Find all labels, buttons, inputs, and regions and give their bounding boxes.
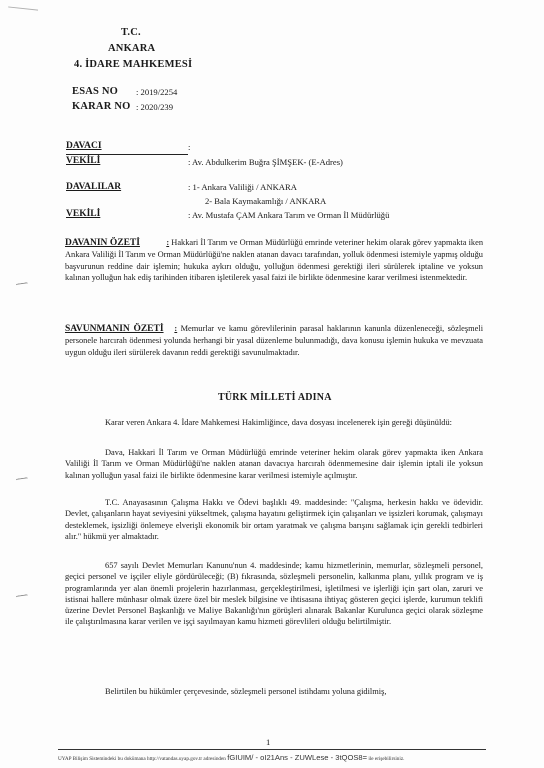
davalilar-value-2: 2- Bala Kaymakamlığı / ANKARA xyxy=(205,196,327,206)
vekili-label-2: VEKİLİ xyxy=(66,209,101,219)
esas-label: ESAS NO xyxy=(72,86,119,97)
karar-label: KARAR NO xyxy=(72,101,131,112)
davanin-ozeti-label: DAVANIN ÖZETİ xyxy=(65,238,140,248)
punch-mark-top xyxy=(16,282,28,287)
body-paragraph-4-text: 657 sayılı Devlet Memurları Kanunu'nun 4. maddesinde; kamu hizmetlerinin, memurlar, sözleşmeli personel, geçici personel ve işçiler eliyle gördürüleceği; (B) fıkrasında, sözleşmeli personelin, kalkınma planı, yıllık program ve iş programlarında yer alan önemli projelerin hazırlanması, gerçekleştirilmesi, işletilmesi ve işlerliği için şart olan, zaruri ve istisnai hallere münhasır olmak üzere özel bir meslek bilgisine ve ihtisasına ihtiyaç gösteren geçici işlerde, kurumun teklifi üzerine Devlet Personel Başkanlığı ve Maliye Bakanlığı'nın görüşleri alınarak Bakanlar Kurulunca geçici olarak sözleşme ile çalıştırılmasına karar verilen ve işçi sayılmayan kamu hizmeti görevlileri olduğu belirtilmiştir. xyxy=(65,561,483,627)
body-paragraph-1 xyxy=(65,417,483,428)
davanin-ozeti-text: Hakkari İl Tarım ve Orman Müdürlüğü emrinde veteriner hekim olarak görev yapmakta iken Ankara Valiliği İl Tarım ve Orman Müdürlüğü'ne naklen atanan davacı tarafından, yolluk ödenmesi istemiyle yapmış olduğu başvurunun reddine dair işlemin; hukuka aykırı olduğu, yolluğun ödenmesi gerektiği ileri sürülerek iptaline ve yoksun kalınan yolluğun hak ediş tarihinden itibaren işletilerek yasal faizi ile birlikte ödenmesine karar verilmesi istenmektedir. xyxy=(65,238,484,282)
vekili-value-2: : Av. Mustafa ÇAM Ankara Tarım ve Orman İl Müdürlüğü xyxy=(188,210,390,220)
footer-verification-code: fGIUIM/ - oI21Ans - ZUWLese - 3tQOS8= xyxy=(227,753,368,762)
body-paragraph-2-text: Dava, Hakkari İl Tarım ve Orman Müdürlüğü emrinde veteriner hekim olarak görev yapmakta iken Ankara Valiliği İl Tarım ve Orman Müdürlüğü'ne naklen atanan davacıya harcırah ödenmemesine dair işlemin iptali ile yoksun kalınan yolluğun yasal faizi ile birlikte ödenmesine karar verilmesi istemiyle açılmıştır. xyxy=(65,448,483,480)
body-paragraph-3 xyxy=(65,497,483,542)
body-paragraph-4 xyxy=(65,560,483,628)
page-number: 1 xyxy=(266,737,271,747)
davaci-underline xyxy=(66,154,188,155)
section-title: TÜRK MİLLETİ ADINA xyxy=(218,392,332,403)
body-paragraph-2 xyxy=(65,447,483,481)
header-court: 4. İDARE MAHKEMESİ xyxy=(74,59,193,70)
savunmanin-ozeti-text: Memurlar ve kamu görevlilerinin parasal haklarının kanunla düzenleneceği, sözleşmeli personele harcırah ödenmesi yolunda herhangi bir yasal düzenleme bulunmadığı, dava konusu işlemin hukuka ve mevzuata uygun olduğu ileri sürülerek davanın reddi gerektiği savunulmaktadır. xyxy=(65,324,484,357)
davaci-label: DAVACI xyxy=(66,141,102,151)
davanin-ozeti-paragraph xyxy=(65,237,483,283)
footer-note: UYAP Bilişim Sistemindeki bu dokümana http://vatandas.uyap.gov.tr adresinden xyxy=(58,756,226,762)
body-paragraph-3-text: T.C. Anayasasının Çalışma Hakkı ve Ödevi başlıklı 49. maddesinde: "Çalışma, herkesin hakkı ve ödevidir. Devlet, çalışanların hayat seviyesini yükseltmek, çalışma hayatını geliştirmek için çalışanları ve işsizleri korumak, çalışmayı desteklemek, işsizliği önlemeye elverişli ekonomik bir ortam yaratmak ve çalışma barışını sağlamak için gerekli tedbirleri alır." hükmü yer almaktadır. xyxy=(65,498,483,541)
savunmanin-ozeti-label: SAVUNMANIN ÖZETİ xyxy=(65,324,164,334)
body-paragraph-5 xyxy=(65,686,483,697)
punch-mark-bottom xyxy=(16,594,28,599)
punch-mark-middle xyxy=(16,477,28,482)
body-paragraph-1-text: Karar veren Ankara 4. İdare Mahkemesi Hakimliğince, dava dosyası incelenerek işin gereği düşünüldü: xyxy=(105,418,452,427)
footer-rule xyxy=(58,749,486,750)
body-paragraph-5-text: Belirtilen bu hükümler çerçevesinde, sözleşmeli personel istihdamı yoluna gidilmiş, xyxy=(105,687,387,696)
davaci-value: : xyxy=(188,142,191,152)
savunmanin-ozeti-paragraph xyxy=(65,323,483,358)
karar-value: : 2020/239 xyxy=(136,102,174,112)
header-city: ANKARA xyxy=(108,43,156,54)
vekili-label-1: VEKİLİ xyxy=(66,156,101,166)
davanin-ozeti-colon: : xyxy=(166,238,170,247)
corner-mark xyxy=(8,6,38,12)
footer xyxy=(58,753,404,762)
header-tc: T.C. xyxy=(121,27,141,38)
davalilar-label: DAVALILAR xyxy=(66,182,122,192)
vekili-value-1: : Av. Abdulkerim Buğra ŞİMŞEK- (E-Adres) xyxy=(188,157,343,167)
esas-value: : 2019/2254 xyxy=(136,87,178,97)
savunmanin-ozeti-colon: : xyxy=(174,324,178,333)
davalilar-value-1: : 1- Ankara Valiliği / ANKARA xyxy=(188,182,297,192)
footer-tail: ile erişebilirsiniz. xyxy=(368,756,405,762)
